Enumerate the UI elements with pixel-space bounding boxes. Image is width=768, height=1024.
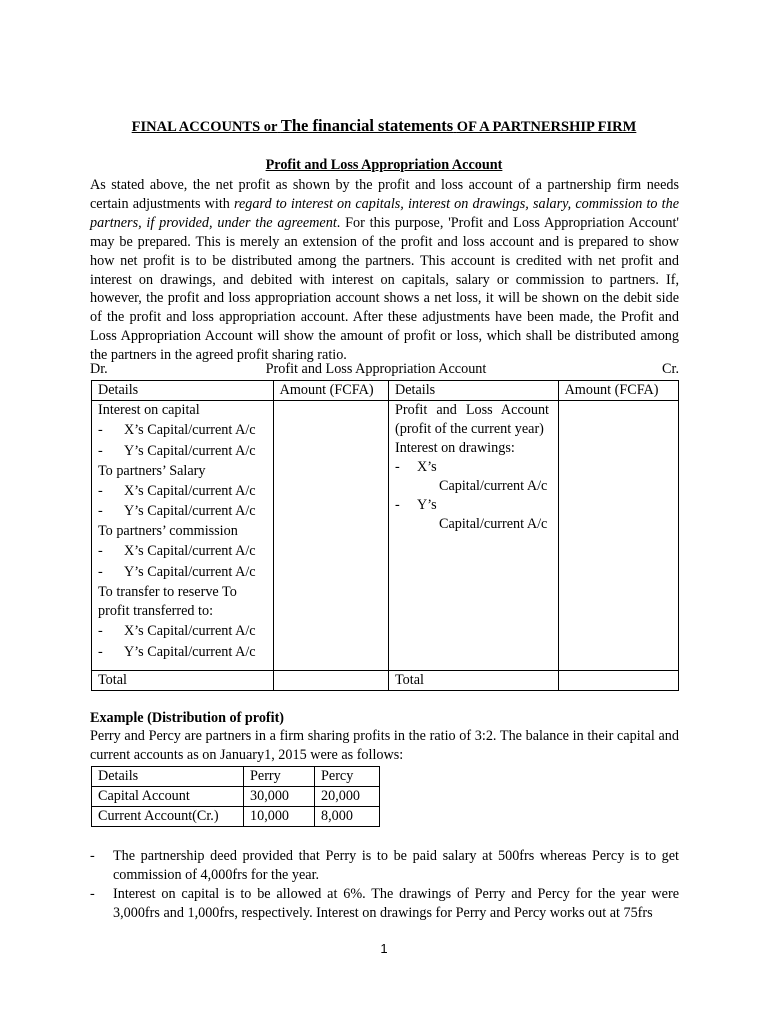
list-item: - X’s Capital/current A/c [98,543,256,560]
credit-label: Cr. [662,361,679,377]
debit-details-cell [92,401,274,671]
credit-details-cell [389,401,559,671]
balance-header-details: Details [92,767,244,787]
section-title: Profit and Loss Appropriation Account [265,157,503,173]
list-item: - Y’s Capital/current A/c [98,643,256,660]
list-item: - Y’s Capital/current A/c [98,564,256,581]
balance-row-label: Capital Account [92,787,244,807]
list-item: - X’s Capital/current A/c [98,421,256,438]
list-item: - Y’s [395,496,437,513]
table-body-row [92,401,679,671]
header-details-debit: Details [92,381,274,401]
total-debit: Total [92,671,274,691]
pl-account-line-2: (profit of the current year) [395,420,544,437]
page-number: 1 [380,941,388,956]
header-amount-debit: Amount (FCFA) [273,381,388,401]
list-item: - X’s Capital/current A/c [98,622,256,639]
list-item: - Y’s Capital/current A/c [98,442,256,459]
intro-sentence-2: . For this purpose, 'Profit and Loss Appropriation Account' may be prepared. This is merely an extension of the profit and loss account and is prepared to show how net profit is to be distributed among the partners. This account is credited with net profit and interest on drawings, and debited with interest on capitals, salary or commission to partners. If, however, the profit and loss appropriation account shows a net loss, it will be shown on the debit side of the profit and loss appropriation account. After these adjustments have been made, the Profit and Loss Appropriation Account will show the amount of profit or loss, which shall be distributed among the partners in the agreed profit sharing ratio. [90,214,679,364]
interest-on-drawings: Interest on drawings: [395,439,515,456]
account-header [90,360,679,379]
debit-amount-cell [273,401,388,671]
balance-table [91,766,380,827]
table-row [92,807,380,827]
intro-italic: regard to interest on capitals, interest on drawings, salary, commission to the partners, if provided, under the agreement [90,195,679,231]
credit-amount-cell [558,401,678,671]
list-item: - Interest on capital is to be allowed at 6%. The drawings of Perry and Percy for the year were 3,000frs and 1,000frs, respectively. Interest on drawings for Perry and Percy works out at 75frs [90,885,679,921]
balance-row-percy: 20,000 [315,787,380,807]
list-item: - The partnership deed provided that Perry is to be paid salary at 500frs whereas Percy is to get commission of 4,000frs for the year. [90,848,679,883]
table-total-row [92,671,679,691]
account-title: Profit and Loss Appropriation Account [265,361,487,377]
header-details-credit: Details [389,381,559,401]
balance-row-percy: 8,000 [315,807,380,827]
main-title [0,116,768,137]
partners-salary: To partners’ Salary [98,462,206,479]
list-item: - Y’s Capital/current A/c [98,503,256,520]
interest-on-capital: Interest on capital [98,402,200,418]
pl-account-line-1: Profit and Loss Account [395,402,549,418]
balance-header-percy: Percy [315,767,380,787]
list-item: - X’s Capital/current A/c [98,482,256,499]
reserve-line-1: To transfer to reserve To [98,584,237,601]
example-title: Example (Distribution of profit) [90,710,285,726]
partners-commission: To partners’ commission [98,523,238,540]
balance-row-label: Current Account(Cr.) [92,807,244,827]
reserve-line-2: profit transferred to: [98,602,214,619]
main-title-part3: OF A PARTNERSHIP FIRM [456,119,637,135]
conditions-list [90,847,679,923]
header-amount-credit: Amount (FCFA) [558,381,678,401]
total-debit-amount [273,671,388,691]
main-title-part1: FINAL ACCOUNTS or [131,119,278,135]
debit-label: Dr. [90,361,108,377]
x-capital-current: Capital/current A/c [439,477,548,494]
list-item: - X’s [395,458,437,475]
balance-header-perry: Perry [244,767,315,787]
main-title-part2: The financial statements [280,116,454,135]
example-paragraph: Perry and Percy are partners in a firm sharing profits in the ratio of 3:2. The balance in their capital and current accounts as on January1, 2015 were as follows: [90,728,679,763]
balance-row-perry: 10,000 [244,807,315,827]
balance-row-perry: 30,000 [244,787,315,807]
table-row [92,767,380,787]
intro-paragraph [90,176,679,365]
table-row [92,787,380,807]
y-capital-current: Capital/current A/c [439,515,548,532]
total-credit: Total [389,671,559,691]
table-header-row [92,381,679,401]
intro-sentence-1: As stated above, the net profit as shown by the profit and loss account of a partnership firm needs certain adjustments with [90,177,679,212]
total-credit-amount [558,671,678,691]
appropriation-table [91,380,679,691]
